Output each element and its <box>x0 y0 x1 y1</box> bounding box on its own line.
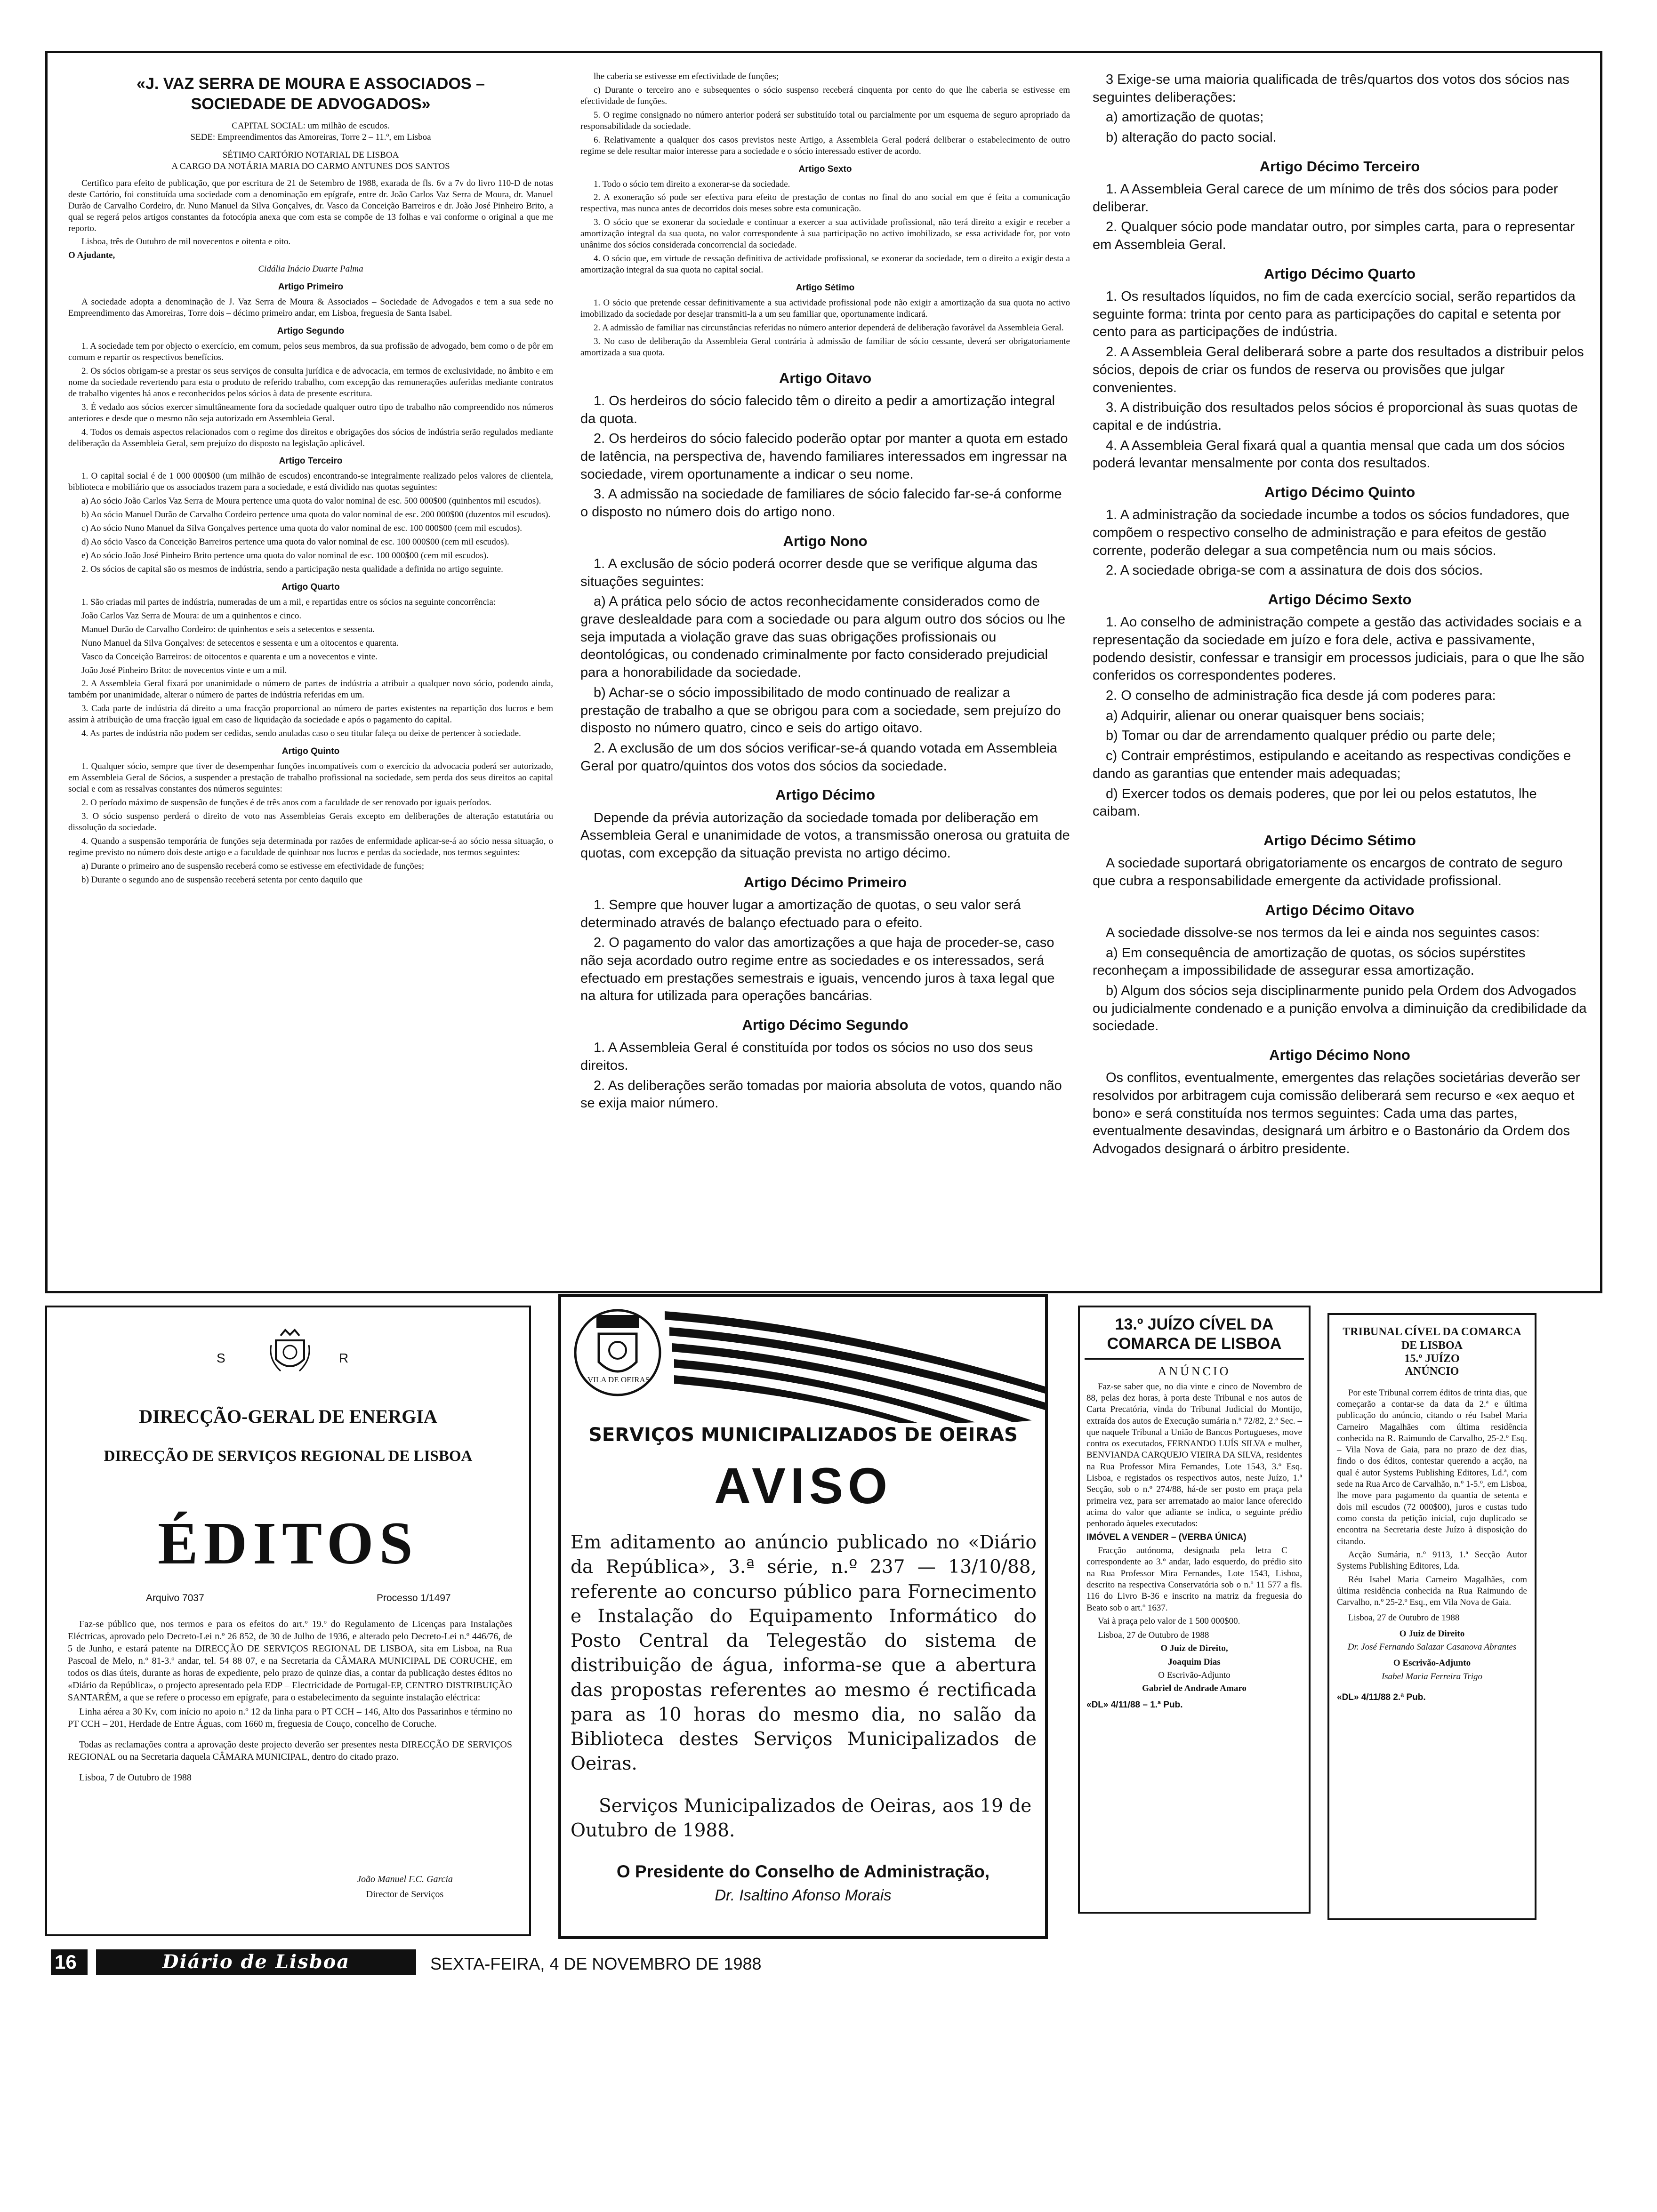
energia-dept: DIRECÇÃO DE SERVIÇOS REGIONAL DE LISBOA <box>104 1448 473 1465</box>
article-heading: Artigo Sexto <box>798 164 852 174</box>
article-paragraph: a) Em consequência de amortização de quotas, os sócios supérstites reconheçam a impossibilidade de assegurar essa amortização. <box>1093 945 1526 978</box>
articles-8-to-12 <box>580 369 1070 1113</box>
juizo13-juiz: O Juiz de Direito, <box>1160 1643 1228 1654</box>
tribunal15-title: TRIBUNAL CÍVEL DA COMARCA DE LISBOA <box>1343 1326 1521 1352</box>
article-paragraph: A sociedade adopta a denominação de J. Vaz Serra de Moura & Associados – Sociedade de Advogados e tem a sua sede no Empreendimento das Amoreiras, Torre dois – décimo primeiro andar, em Lisboa, freguesia de Santa Isabel. <box>68 297 553 319</box>
article-paragraph: 4. Quando a suspensão temporária de funções seja determinada por razões de enfermidade aplicar-se-á ao sócio nessa situação, o regime previsto no número dois deste artigo e a faculdade de quinhoar nos lucros e perdas da sociedade, nos termos seguintes: <box>68 836 553 858</box>
oeiras-crest-icon <box>571 1306 665 1400</box>
energia-processo: Processo 1/1497 <box>377 1593 451 1603</box>
article-paragraph: 4. Todos os demais aspectos relacionados com o regime dos direitos e obrigações dos sócios de indústria serão regulados mediante deliberação da Assembleia Geral, sem prejuízo do disposto na legislação aplicável. <box>68 427 553 449</box>
continuation-paragraph: lhe caberia se estivesse em efectividade de funções; <box>594 72 779 81</box>
tribunal15-sub: 15.º JUÍZO <box>1404 1352 1460 1365</box>
article-paragraph: 1. O sócio que pretende cessar definitivamente a sua actividade profissional pode não exigir a amortização da sua quota no activo imobilizado da sociedade por desejar transmiti-la a um seu familiar que, oportunamente indicará. <box>580 297 1070 319</box>
articles-6-and-7 <box>580 164 1070 359</box>
tribunal15-juiz: O Juiz de Direito <box>1399 1628 1465 1639</box>
article-paragraph: 1. Sempre que houver lugar a amortização de quotas, o seu valor será determinado através de balanço efectuado para o efeito. <box>580 897 1021 930</box>
tribunal15-p2: Acção Sumária, n.º 9113, 1.ª Secção Autor Systems Publishing Editores, Lda. <box>1337 1549 1527 1571</box>
article-paragraph: Vasco da Conceição Barreiros: de oitocentos e quarenta e um a novecentos e vinte. <box>81 651 378 662</box>
article-paragraph: 1. São criadas mil partes de indústria, numeradas de um a mil, e repartidas entre os sócios na seguinte concorrência: <box>81 597 496 607</box>
article-paragraph: 2. O conselho de administração fica desde já com poderes para: <box>1106 688 1496 704</box>
article-paragraph: d) Ao sócio Vasco da Conceição Barreiros pertence uma quota do valor nominal de esc. 100 000$00 (cem mil escudos). <box>81 537 509 547</box>
article-paragraph: 1. Qualquer sócio, sempre que tiver de desempenhar funções incompatíveis com o exercício da advocacia poderá ser autorizado, em Assembleia Geral de Sócios, a suspender a prestação de trabalho profissional na sociedade, sem perda dos seus direitos ao capital social e com as ressalvas constantes dos números seguintes: <box>68 761 553 794</box>
article-heading: Artigo Décimo Segundo <box>742 1017 909 1034</box>
article-heading: Artigo Primeiro <box>278 282 344 292</box>
tribunal15-p3: Réu Isabel Maria Carneiro Magalhães, com última residência conhecida na Rua Raimundo de Carvalho, n.º 25-2.º Esq., em Vila Nova de Gaia. <box>1337 1574 1527 1608</box>
article-paragraph: c) Contrair empréstimos, estipulando e aceitando as respectivas condições e dando as garantias que entender mais adequadas; <box>1093 748 1571 781</box>
article-paragraph: a) Ao sócio João Carlos Vaz Serra de Moura pertence uma quota do valor nominal de esc. 500 000$00 (quinhentos mil escudos). <box>81 496 541 506</box>
article-paragraph: a) Durante o primeiro ano de suspensão receberá como se estivesse em efectividade de funções; <box>81 861 425 871</box>
article-heading: Artigo Décimo Quarto <box>1263 265 1416 282</box>
article-paragraph: 3. O sócio que se exonerar da sociedade e continuar a exercer a sua actividade profissional, não terá direito a exigir e receber a amortização integral da sua quota, no valor correspondente à sua participação no activo imobilizado, se essa actividade for, por voto unânime dos sócios considerada concorrencial da sociedade. <box>580 217 1070 250</box>
continuation-paragraph: b) alteração do pacto social. <box>1106 130 1277 145</box>
juizo13-juiz-name: Joaquim Dias <box>1168 1657 1221 1667</box>
article-paragraph: 1. Todo o sócio tem direito a exonerar-se da sociedade. <box>594 179 790 189</box>
article-paragraph: a) A prática pelo sócio de actos reconhecidamente considerados como de grave deslealdade para com a sociedade ou para algum outro dos sócios ou lhe seja imputada a violação grave das suas obrigações profissionais ou deontológicas, ou condenado criminalmente por facto considerado prejudicial para a honorabilidade da sociedade. <box>580 594 1066 681</box>
article-paragraph: 2. A Assembleia Geral deliberará sobre a parte dos resultados a distribuir pelos sócios, depois de criar os fundos de reserva ou provisões que julgar convenientes. <box>1093 345 1584 395</box>
article-paragraph: 4. As partes de indústria não podem ser cedidas, sendo anuladas caso o seu titular faleça ou deixe de pertencer à sociedade. <box>81 729 521 739</box>
tribunal15-date: Lisboa, 27 de Outubro de 1988 <box>1348 1612 1460 1623</box>
page-footer <box>51 1949 1585 1977</box>
oeiras-aviso-ad <box>558 1294 1048 1939</box>
company-statutes-notice <box>45 51 1602 1293</box>
tribunal15-p1: Por este Tribunal correm éditos de trinta dias, que começarão a contar-se da data da 2.ª e última publicação do anúncio, citando o réu Isabel Maria Carneiro Magalhães com última residência conhecida na R. Raimundo de Carvalho, 25-2.º Esq. – Vila Nova de Gaia, para no prazo de dez dias, findo o dos éditos, contestar querendo a acção, na qual é autor Systems Publishing Editores, Ld.ª, com sede na Rua Arco de Carvalhão, n.º 1-5.º, em Lisboa, lhe move para pagamento da quantia de setenta e dois mil escudos (72 000$00), juros e custas tudo como consta da petição inicial, cujo duplicado se encontra na Secretaria deste Juízo à disposição do citando. <box>1337 1387 1527 1547</box>
article-12-continuation <box>1093 71 1587 147</box>
date-line: Lisboa, três de Outubro de mil novecentos e oitenta e oito. <box>81 237 291 247</box>
article-paragraph: 1. A Assembleia Geral é constituída por todos os sócios no uso dos seus direitos. <box>580 1040 1033 1074</box>
juizo13-p1: Faz-se saber que, no dia vinte e cinco de Novembro de 88, pelas dez horas, à porta deste Tribunal e nos autos de Carta Precatória, vinda do Tribunal Judicial do Montijo, extraída dos autos de Execução sumária n.º 72/82, 2.ª Sec. – que naquele Tribunal a União de Bancos Portugueses, move contra os executados, FERNANDO LUÍS SILVA e mulher, BENVIANDA CARQUEJO VIEIRA DA SILVA, residentes na Rua Professor Mira Fernandes, Lote 1543, 3.º Esq. Lisboa, e registados os respectivos autos, neste Juízo, 1.ª Secção, sob o n.º 274/88, há-de ser posto em praça pela primeira vez, para ser arrematado ao maior lance oferecido acima do valor que adiante se indica, o seguinte prédio penhorado àqueles executados: <box>1086 1381 1302 1529</box>
juizo13-escrivao: O Escrivão-Adjunto <box>1158 1670 1231 1681</box>
article-paragraph: João José Pinheiro Brito: de novecentos vinte e um a mil. <box>81 665 287 675</box>
article-paragraph: 1. Os herdeiros do sócio falecido têm o direito a pedir a amortização integral da quota. <box>580 393 1055 426</box>
energia-signer-title: Director de Serviços <box>366 1889 444 1899</box>
article-paragraph: A sociedade suportará obrigatoriamente os encargos de contrato de seguro que cubra a responsabilidade emergente da actividade profissional. <box>1093 856 1563 889</box>
energia-p1: Faz-se público que, nos termos e para os efeitos do art.º 19.º do Regulamento de Licenças para Instalações Eléctricas, aprovado pelo Decreto-Lei n.º 26 852, de 30 de Julho de 1936, e alterado pelo Decreto-Lei n.º 446/76, de 5 de Junho, e estará patente na DIRECÇÃO DE SERVIÇOS REGIONAL DE LISBOA, sita em Lisboa, na Rua Pascoal de Melo, n.º 81-3.º andar, tel. 54 88 07, e na Secretaria da CÂMARA MUNICIPAL DE CORUCHE, em todos os dias úteis, durante as horas de expediente, pelo prazo de quinze dias, a contar da publicação destes éditos no «Diário da República», o projecto apresentado pela EDP – Electricidade de Portugal-EP, CENTRO DISTRIBUIÇÃO SANTARÉM, a que se refere o processo em epígrafe, para o estabelecimento da seguinte instalação eléctrica: <box>68 1619 512 1703</box>
energia-body <box>68 1618 512 1786</box>
juizo13-ref: «DL» 4/11/88 – 1.ª Pub. <box>1086 1699 1183 1710</box>
ajudante-name: Cidália Inácio Duarte Palma <box>258 264 363 274</box>
notice-title: «J. VAZ SERRA DE MOURA E ASSOCIADOS – SOCIEDADE DE ADVOGADOS» <box>137 75 485 113</box>
juizo13-date: Lisboa, 27 de Outubro de 1988 <box>1098 1630 1209 1641</box>
article-heading: Artigo Décimo Sexto <box>1268 591 1412 608</box>
article-paragraph: 2. Qualquer sócio pode mandatar outro, por simples carta, para o representar em Assembleia Geral. <box>1093 219 1575 253</box>
article-paragraph: 1. A exclusão de sócio poderá ocorrer desde que se verifique alguma das situações seguintes: <box>580 556 1038 589</box>
article-heading: Artigo Décimo Sétimo <box>1263 832 1416 849</box>
energia-seal <box>47 1326 529 1383</box>
oeiras-president: O Presidente do Conselho de Administração, <box>616 1862 990 1881</box>
article-paragraph: 4. O sócio que, em virtude de cessação definitiva de actividade profissional, se exonerar da sociedade, tem o direito a exigir desta a amortização integral da sua quota no capital social. <box>580 254 1070 275</box>
article-paragraph: Os conflitos, eventualmente, emergentes das relações societárias deverão ser resolvidos por arbitragem cuja comissão deliberará sem recurso e «ex aequo et bono» e será constituída nos termos seguintes: Cada uma das partes, eventualmente desavindas, designará um árbitro e o Bastonário da Ordem dos Advogados designará o árbitro presidente. <box>1093 1070 1580 1157</box>
article-heading: Artigo Décimo Nono <box>1269 1046 1410 1063</box>
article-paragraph: 1. A administração da sociedade incumbe a todos os sócios fundadores, que compõem o respectivo conselho de administração e para efeitos de gestão corrente, poderão delegar a sua competência num ou mais sócios. <box>1093 507 1570 558</box>
article-paragraph: e) Ao sócio João José Pinheiro Brito pertence uma quota do valor nominal de esc. 100 000$00 (cem mil escudos). <box>81 551 489 561</box>
article-paragraph: 2. Os sócios de capital são os mesmos de indústria, sendo a participação nesta qualidade a definida no artigo seguinte. <box>81 564 503 574</box>
article-paragraph: 2. Os sócios obrigam-se a prestar os seus serviços de consulta jurídica e de advocacia, em termos de exclusividade, no âmbito e em nome da sociedade revertendo para esta o produto de referido trabalho, com excepção das remunerações auferidas mediante contratos de trabalho vigentes há anos e reconhecidos pelos sócios à data de presente escritura. <box>68 366 553 399</box>
juizo13-title: 13.º JUÍZO CÍVEL DA COMARCA DE LISBOA <box>1107 1315 1282 1353</box>
energia-editos-ad <box>45 1306 531 1936</box>
article-paragraph: 1. O capital social é de 1 000 000$00 (um milhão de escudos) encontrando-se integralmente realizado pelos valores de clientela, biblioteca e mobiliário que os associados trazem para a sociedade, e está dividido nas quotas seguintes: <box>68 471 553 493</box>
article-paragraph: Depende da prévia autorização da sociedade tomada por deliberação em Assembleia Geral e unanimidade de votos, a transmissão onerosa ou gratuita de quotas, com excepção da situação prevista no artigo décimo. <box>580 810 1070 861</box>
tribunal15-escrivao: O Escrivão-Adjunto <box>1393 1658 1471 1668</box>
tribunal15-anuncio-ad <box>1327 1313 1536 1920</box>
tribunal15-juiz-name: Dr. José Fernando Salazar Casanova Abrantes <box>1347 1642 1517 1652</box>
oeiras-president-name: Dr. Isaltino Afonso Morais <box>715 1886 892 1904</box>
article-paragraph: 1. Ao conselho de administração compete a gestão das actividades sociais e a representação da sociedade em juízo e fora dele, activa e passivamente, podendo desistir, confessar e transigir em processos judiciais, para o que lhe são conferidos os correspondentes poderes. <box>1093 615 1585 683</box>
article-heading: Artigo Nono <box>783 532 868 549</box>
juizo13-escrivao-name: Gabriel de Andrade Amaro <box>1142 1683 1247 1694</box>
energia-arquivo: Arquivo 7037 <box>146 1593 204 1603</box>
energia-p2: Linha aérea a 30 Kv, com início no apoio n.º 12 da linha para o PT CCH – 146, Alto dos Passarinhos e término no PT CCH – 201, Herdade de Entre Águas, com 1660 m, freguesia de Couço, concelho de Coruche. <box>68 1707 512 1729</box>
statutes-column-3 <box>1093 71 1587 1285</box>
article-heading: Artigo Segundo <box>277 326 345 337</box>
article-paragraph: 2. A sociedade obriga-se com a assinatura de dois dos sócios. <box>1106 563 1483 578</box>
tribunal15-escrivao-name: Isabel Maria Ferreira Trigo <box>1381 1671 1483 1682</box>
juizo13-anuncio-ad <box>1078 1306 1311 1914</box>
energia-org: DIRECÇÃO-GERAL DE ENERGIA <box>139 1406 437 1427</box>
article-paragraph: 2. A exoneração só pode ser efectiva para efeito de prestação de contas no final do ano social em que é feita a comunicação respectiva, mas nunca antes de decorridos dois meses sobre esta comunicação. <box>580 192 1070 214</box>
article-paragraph: João Carlos Vaz Serra de Moura: de um a quinhentos e cinco. <box>81 610 302 621</box>
article-heading: Artigo Décimo Quinto <box>1264 483 1416 500</box>
continuation-paragraph: 3 Exige-se uma maioria qualificada de três/quartos dos votos dos sócios nas seguintes deliberações: <box>1093 72 1569 105</box>
juizo13-p3: Vai à praça pelo valor de 1 500 000$00. <box>1098 1616 1240 1626</box>
article-heading: Artigo Quarto <box>282 582 340 592</box>
articles-13-to-19 <box>1093 157 1587 1158</box>
energia-date: Lisboa, 7 de Outubro de 1988 <box>79 1772 192 1783</box>
page-number: 16 <box>51 1949 88 1975</box>
tribunal15-ref: «DL» 4/11/88 2.ª Pub. <box>1337 1692 1426 1703</box>
article-paragraph: 3. Cada parte de indústria dá direito a uma fracção proporcional ao número de partes existentes na repartição dos lucros e bem assim à atribuição de uma fracção igual em caso de liquidação da sociedade e após o pagamento do capital. <box>68 704 553 725</box>
juizo13-p2: Fracção autónoma, designada pela letra C – correspondente ao 3.º andar, lado esquerdo, do prédio sito na Rua Professor Mira Fernandes, Lote 1543, Lisboa, descrito na respectiva Conservatória sob o n.º 11 577 a fls. 116 do Livro B-36 e inscrito na matriz da freguesia do Beato sob o art.º 1637. <box>1086 1545 1302 1613</box>
article-paragraph: b) Algum dos sócios seja disciplinarmente punido pela Ordem dos Advogados ou judicialmente condenado e a punição envolva a diminuição da credibilidade da sociedade. <box>1093 983 1587 1034</box>
article-paragraph: 3. No caso de deliberação da Assembleia Geral contrária à admissão de familiar de sócio cessante, deverá ser obrigatoriamente amortizada a sua quota. <box>580 336 1070 358</box>
article-heading: Artigo Décimo Primeiro <box>743 874 907 890</box>
article-paragraph: 3. A distribuição dos resultados pelos sócios é proporcional às suas quotas de capital e de indústria. <box>1093 400 1578 433</box>
juizo13-anuncio: ANÚNCIO <box>1158 1364 1231 1378</box>
articles-1-to-5 <box>68 281 553 885</box>
cartorio-line: SÉTIMO CARTÓRIO NOTARIAL DE LISBOA <box>222 150 399 160</box>
continuation-paragraph: 5. O regime consignado no número anterior poderá ser substituído total ou parcialmente por um esquema de seguro apropriado da responsabilidade da sociedade. <box>580 110 1070 131</box>
oeiras-header: SERVIÇOS MUNICIPALIZADOS DE OEIRAS <box>588 1424 1018 1446</box>
article-paragraph: b) Ao sócio Manuel Durão de Carvalho Cordeiro pertence uma quota do valor nominal de esc. 200 000$00 (duzentos mil escudos). <box>81 510 551 520</box>
article-heading: Artigo Décimo <box>775 786 875 803</box>
tribunal15-anuncio: ANÚNCIO <box>1405 1365 1459 1378</box>
coat-of-arms-icon <box>266 1326 314 1378</box>
article-paragraph: 2. As deliberações serão tomadas por maioria absoluta de votos, quando não se exija maior número. <box>580 1078 1062 1111</box>
article-heading: Artigo Quinto <box>282 746 340 757</box>
article-paragraph: b) Durante o segundo ano de suspensão receberá setenta por cento daquilo que <box>81 874 363 885</box>
article-paragraph: Nuno Manuel da Silva Gonçalves: de setecentos e sessenta e um a oitocentos e quarenta. <box>81 638 399 648</box>
article-paragraph: 1. A Assembleia Geral carece de um mínimo de três dos sócios para poder deliberar. <box>1093 182 1558 215</box>
article-paragraph: A sociedade dissolve-se nos termos da lei e ainda nos seguintes casos: <box>1106 925 1540 940</box>
continuation-paragraph: a) amortização de quotas; <box>1106 110 1264 125</box>
continuation-paragraph: c) Durante o terceiro ano e subsequentes o sócio suspenso receberá cinquenta por cento do que lhe caberia se estivesse em efectividade de funções. <box>580 85 1070 106</box>
energia-big-title: ÉDITOS <box>158 1510 418 1577</box>
article-paragraph: 1. A sociedade tem por objecto o exercício, em comum, pelos seus membros, da sua profissão de advogado, bem como o de pôr em comum e repartir os respectivos benefícios. <box>68 341 553 362</box>
footer-masthead: Diário de Lisboa <box>96 1949 416 1975</box>
article-paragraph: a) Adquirir, alienar ou onerar quaisquer bens sociais; <box>1106 708 1425 723</box>
capital-line: CAPITAL SOCIAL: um milhão de escudos. <box>232 121 390 131</box>
article-paragraph: 3. A admissão na sociedade de familiares de sócio falecido far-se-á conforme o disposto no número dois do artigo nono. <box>580 487 1062 520</box>
intro-paragraph: Certifico para efeito de publicação, que por escritura de 21 de Setembro de 1988, exarada de fls. 6v a 7v do livro 110-D de notas deste Cartório, foi constituída uma sociedade com a denominação em epígrafe, entre dr. João Carlos Vaz Serra de Moura, dr. Manuel Durão de Carvalho Cordeiro, dr. Nuno Manuel da Silva Gonçalves, dr. Vasco da Conceição Barreiros e dr. João José Pinheiro Brito, a qual se regerá pelos artigos constantes da fotocópia anexa que com esta se compõe de 13 folhas e vai conforme o original a que me reporto. <box>68 178 553 233</box>
statutes-column-2 <box>580 71 1070 1285</box>
article-paragraph: 2. O período máximo de suspensão de funções é de três anos com a faculdade de ser renovado por iguais períodos. <box>81 797 491 808</box>
article-paragraph: 2. A admissão de familiar nas circunstâncias referidas no número anterior dependerá de deliberação favorável da Assembleia Geral. <box>594 322 1064 333</box>
seal-letter-right: R <box>339 1351 349 1365</box>
article-heading: Artigo Décimo Oitavo <box>1265 901 1415 918</box>
oeiras-sign-date: Serviços Municipalizados de Oeiras, aos 19 de Outubro de 1988. <box>571 1795 1032 1842</box>
article-paragraph: Manuel Durão de Carvalho Cordeiro: de quinhentos e seis a setecentos e sessenta. <box>81 624 375 634</box>
energia-p3: Todas as reclamações contra a aprovação deste projecto deverão ser presentes nesta DIRECÇÃO DE SERVIÇOS REGIONAL ou na Secretaria daquela CÂMARA MUNICIPAL, dentro do citado prazo. <box>68 1739 512 1762</box>
oeiras-body: Em aditamento ao anúncio publicado no «Diário da República», 3.ª série, n.º 237 — 13/10/88, referente ao concurso público para Fornecimento e Instalação do Equipamento Informático do Posto Central da Telegestão do sistema de distribuição de água, informa-se que a abertura das propostas referentes ao mesmo é rectificada para as 10 horas do mesmo dia, no salão da Biblioteca destes Serviços Municipalizados de Oeiras. <box>571 1532 1037 1775</box>
article-paragraph: 4. A Assembleia Geral fixará qual a quantia mensal que cada um dos sócios poderá levantar mensalmente por conta dos resultados. <box>1093 438 1565 471</box>
notaria-line: A CARGO DA NOTÁRIA MARIA DO CARMO ANTUNES DOS SANTOS <box>171 161 450 171</box>
statutes-column-1 <box>68 71 553 1285</box>
continuation-paragraph: 6. Relativamente a qualquer dos casos previstos neste Artigo, a Assembleia Geral poderá deliberar o estabelecimento de outro regime se dele resultar maior interesse para a sociedade e o sócio interessado estiver de acordo. <box>580 135 1070 156</box>
article-paragraph: 3. É vedado aos sócios exercer simultâneamente fora da sociedade qualquer outro tipo de trabalho não compreendido nos números anteriores e desde que o mesmo não seja autorizado em Assembleia Geral. <box>68 402 553 424</box>
article-paragraph: 3. O sócio suspenso perderá o direito de voto nas Assembleias Gerais excepto em deliberações de alteração estatutária ou dissolução da sociedade. <box>68 811 553 833</box>
article-paragraph: 1. Os resultados líquidos, no fim de cada exercício social, serão repartidos da seguinte forma: trinta por cento para as participações do capital e setenta por cento para as participações de indústria. <box>1093 289 1576 340</box>
article-paragraph: 2. A exclusão de um dos sócios verificar-se-á quando votada em Assembleia Geral por quatro/quintos dos votos dos sócios da sociedade. <box>580 740 1057 774</box>
article-5-continuation <box>580 71 1070 157</box>
footer-date: SEXTA-FEIRA, 4 DE NOVEMBRO DE 1988 <box>430 1954 762 1973</box>
energia-signer: João Manuel F.C. Garcia <box>357 1874 453 1884</box>
article-paragraph: b) Tomar ou dar de arrendamento qualquer prédio ou parte dele; <box>1106 728 1496 744</box>
article-heading: Artigo Sétimo <box>796 283 855 293</box>
article-paragraph: 2. A Assembleia Geral fixará por unanimidade o número de partes de indústria a atribuir a qualquer novo sócio, podendo ainda, também por unanimidade, alterar o número de partes de indústria referidas em um. <box>68 679 553 700</box>
article-paragraph: 2. Os herdeiros do sócio falecido poderão optar por manter a quota em estado de latência, na perspectiva de, havendo familiares interessados em ingressar na sociedade, virem oportunamente a indicar o seu nome. <box>580 431 1068 482</box>
article-heading: Artigo Décimo Terceiro <box>1259 158 1420 175</box>
article-heading: Artigo Terceiro <box>279 456 343 466</box>
oeiras-crest-text: VILA DE OEIRAS <box>587 1375 650 1384</box>
sede-line: SEDE: Empreendimentos das Amoreiras, Torre 2 – 11.º, em Lisboa <box>190 132 431 142</box>
article-paragraph: d) Exercer todos os demais poderes, que por lei ou pelos estatutos, lhe caibam. <box>1093 786 1537 819</box>
article-paragraph: 2. O pagamento do valor das amortizações a que haja de proceder-se, caso não seja acordado outro regime entre as sociedades e os interessados, será efectuado em prestações semestrais e iguais, vencendo juros à taxa legal que na altura for utilizada para operações bancárias. <box>580 935 1055 1004</box>
article-paragraph: b) Achar-se o sócio impossibilitado de modo continuado de realizar a prestação de trabalho a que se obrigou para com a sociedade, sem prejuízo do disposto no número quatro, cinco e seis do artigo oitavo. <box>580 685 1061 736</box>
article-heading: Artigo Oitavo <box>779 369 872 386</box>
seal-letter-left: S <box>217 1351 225 1365</box>
ajudante-label: O Ajudante, <box>68 250 115 261</box>
juizo13-imovel: IMÓVEL A VENDER – (VERBA ÚNICA) <box>1086 1532 1247 1542</box>
oeiras-title: AVISO <box>714 1457 893 1514</box>
article-paragraph: c) Ao sócio Nuno Manuel da Silva Gonçalves pertence uma quota do valor nominal de esc. 100 000$00 (cem mil escudos). <box>81 523 523 534</box>
